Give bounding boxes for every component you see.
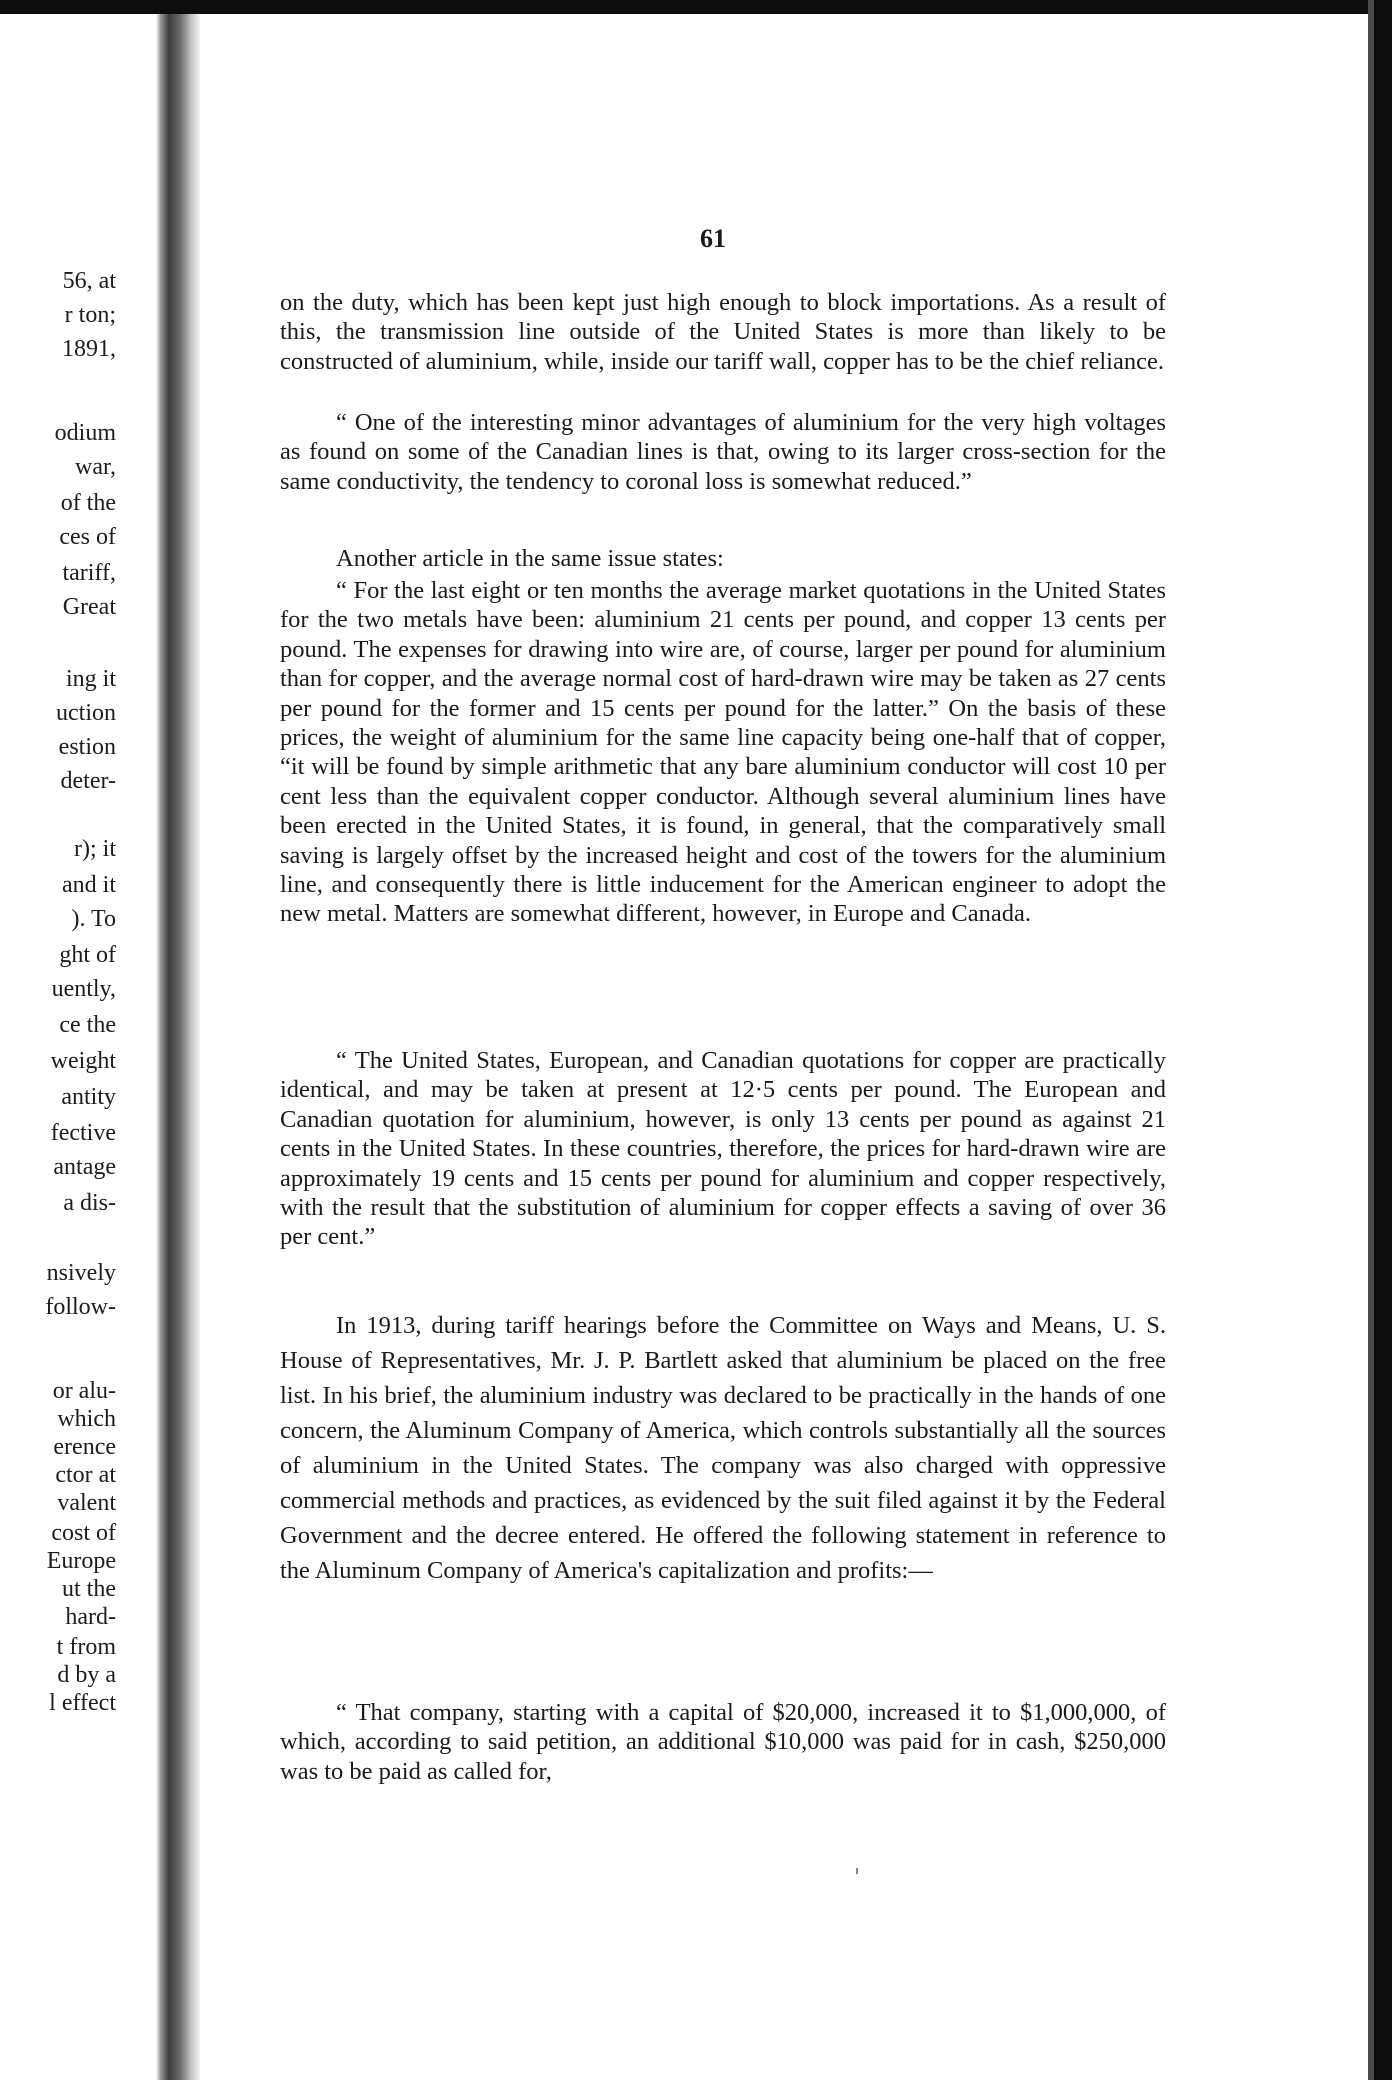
facing-line: ). To bbox=[71, 906, 116, 932]
facing-line: or alu- bbox=[52, 1378, 116, 1404]
paragraph: “ That company, starting with a capital of $20,000, increased it to $1,000,000, of which, according to said petition, an additional $10,000 was paid for in cash, $250,000 was to be paid as called for, bbox=[280, 1699, 1166, 1785]
intro-line bbox=[280, 544, 1166, 573]
facing-line: ght of bbox=[59, 942, 116, 968]
scan-speck bbox=[856, 1868, 858, 1874]
facing-line: ce the bbox=[59, 1012, 116, 1038]
quote-block bbox=[280, 576, 1166, 929]
facing-line: odium bbox=[54, 420, 116, 446]
page-number: 61 bbox=[700, 224, 726, 253]
quote-block bbox=[280, 408, 1166, 496]
facing-line: ut the bbox=[62, 1576, 116, 1602]
facing-line: cost of bbox=[51, 1520, 116, 1546]
paragraph: “ One of the interesting minor advantages of aluminium for the very high voltages as found on some of the Canadian lines is that, owing to its larger cross-section for the same conductivity, the tendency to coronal loss is somewhat reduced.” bbox=[280, 409, 1166, 495]
facing-line: estion bbox=[58, 734, 116, 760]
facing-line: r); it bbox=[74, 836, 116, 862]
facing-line: valent bbox=[57, 1490, 116, 1516]
facing-line: uently, bbox=[51, 976, 116, 1002]
facing-line: fective bbox=[50, 1120, 116, 1146]
facing-line: 1891, bbox=[62, 336, 116, 362]
facing-line: uction bbox=[56, 700, 116, 726]
paragraph: Another article in the same issue states: bbox=[336, 545, 724, 572]
paragraph: In 1913, during tariff hearings before the Committee on Ways and Means, U. S. House of Representatives, Mr. J. P. Bartlett asked that aluminium be placed on the free list. In his brief, the aluminium industry was declared to be practically in the hands of one concern, the Aluminum Company of America, which controls substantially all the sources of aluminium in the United States. The company was also charged with oppressive commercial methods and practices, as evidenced by the suit filed against it by the Federal Government and the decree entered. He offered the following statement in reference to the Aluminum Company of America's capitalization and profits:— bbox=[280, 1312, 1166, 1584]
quote-block bbox=[280, 1698, 1166, 1786]
facing-line: antage bbox=[53, 1154, 116, 1180]
facing-line: hard- bbox=[65, 1604, 116, 1630]
paragraph: “ For the last eight or ten months the average market quotations in the United States for the two metals have been: aluminium 21 cents per pound, and copper 13 cents per pound. The expenses for drawing into wire are, of course, larger per pound for aluminium than for copper, and the average normal cost of hard-drawn wire may be taken as 27 cents per pound for the former and 15 cents per pound for the latter.” On the basis of these prices, the weight of aluminium for the same line capacity being one-half that of copper, “it will be found by simple arithmetic that any bare aluminium conductor will cost 10 per cent less than the equivalent copper conductor. Although several aluminium lines have been erected in the United States, it is found, in general, that the comparatively small saving is largely offset by the increased height and cost of the towers for the aluminium line, and consequently there is little inducement for the American engineer to adopt the new metal. Matters are somewhat different, however, in Europe and Canada. bbox=[280, 577, 1166, 928]
facing-line: war, bbox=[74, 454, 116, 480]
scan-right-border bbox=[1374, 0, 1392, 2080]
facing-page-fragment bbox=[0, 0, 156, 2080]
facing-line: follow- bbox=[45, 1294, 116, 1320]
facing-line: d by a bbox=[57, 1662, 116, 1688]
paragraph: on the duty, which has been kept just high enough to block importations. As a result of this, the transmission line outside of the United States is more than likely to be constructed of aluminium, while, inside our tariff wall, copper has to be the chief reliance. bbox=[280, 289, 1166, 375]
paragraph-continuation bbox=[280, 288, 1166, 376]
facing-line: 56, at bbox=[62, 268, 116, 294]
facing-line: ctor at bbox=[55, 1462, 116, 1488]
facing-line: a dis- bbox=[63, 1190, 116, 1216]
facing-line: and it bbox=[62, 872, 116, 898]
facing-line: antity bbox=[61, 1084, 116, 1110]
facing-line: ces of bbox=[59, 524, 116, 550]
paragraph: “ The United States, European, and Canadian quotations for copper are practically identical, and may be taken at present at 12·5 cents per pound. The European and Canadian quotation for aluminium, however, is only 13 cents per pound as against 21 cents in the United States. In these countries, therefore, the prices for hard-drawn wire are approximately 19 cents and 15 cents per pound for aluminium and copper respectively, with the result that the substitution of aluminium for copper effects a saving of over 36 per cent.” bbox=[280, 1047, 1166, 1251]
scan-top-border bbox=[0, 0, 1392, 14]
facing-line: t from bbox=[56, 1634, 116, 1660]
facing-line: l effect bbox=[49, 1690, 116, 1716]
facing-line: which bbox=[57, 1406, 116, 1432]
facing-line: deter- bbox=[60, 768, 116, 794]
facing-line: Great bbox=[62, 594, 116, 620]
facing-line: r ton; bbox=[64, 302, 116, 328]
facing-line: erence bbox=[53, 1434, 116, 1460]
facing-line: ing it bbox=[65, 666, 116, 692]
book-gutter-shadow bbox=[156, 14, 200, 2080]
facing-line: weight bbox=[50, 1048, 116, 1074]
facing-line: nsively bbox=[46, 1260, 116, 1286]
body-paragraph bbox=[280, 1308, 1166, 1588]
facing-line: of the bbox=[60, 490, 116, 516]
facing-line: tariff, bbox=[62, 560, 116, 586]
quote-block bbox=[280, 1046, 1166, 1252]
facing-line: Europe bbox=[46, 1548, 116, 1574]
